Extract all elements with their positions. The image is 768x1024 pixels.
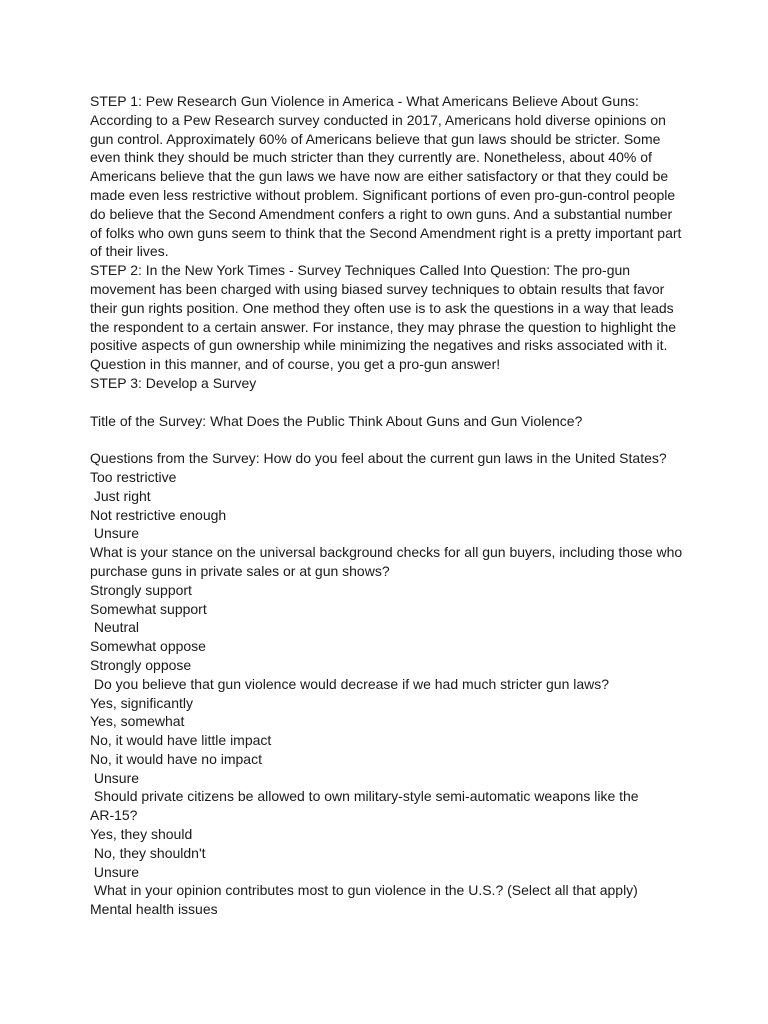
text-line: do believe that the Second Amendment confers a right to own guns. And a substantial number: [90, 205, 673, 222]
text-line: of folks who own guns seem to think that the Second Amendment right is a pretty important part: [90, 224, 682, 241]
text-line: STEP 2: In the New York Times - Survey Techniques Called Into Question: The pro-gun: [90, 262, 631, 279]
text-line: gun control. Approximately 60% of Americans believe that gun laws should be stricter. Some: [90, 130, 661, 147]
text-line: Too restrictive: [90, 468, 177, 485]
text-line: Somewhat support: [90, 600, 207, 617]
text-line: of their lives.: [90, 243, 169, 260]
blank-line: [90, 430, 690, 449]
text-line: Yes, significantly: [90, 694, 193, 711]
text-line: Just right: [90, 487, 151, 504]
text-line: STEP 1: Pew Research Gun Violence in America - What Americans Believe About Guns:: [90, 93, 639, 109]
text-line: Somewhat oppose: [90, 638, 206, 655]
text-line: Yes, they should: [90, 826, 193, 843]
text-line: Unsure: [90, 769, 140, 786]
blank-line: [90, 393, 690, 412]
text-line: STEP 3: Develop a Survey: [90, 374, 257, 391]
text-line: Yes, somewhat: [90, 713, 185, 730]
text-line: positive aspects of gun ownership while minimizing the negatives and risks associated with it.: [90, 337, 668, 354]
text-line: Question in this manner, and of course, you get a pro-gun answer!: [90, 356, 501, 373]
text-line: Should private citizens be allowed to own military-style semi-automatic weapons like the: [90, 788, 639, 805]
text-line: What in your opinion contributes most to gun violence in the U.S.? (Select all that apply): [90, 882, 638, 899]
text-line: Not restrictive enough: [90, 506, 227, 523]
text-line: Title of the Survey: What Does the Public Think About Guns and Gun Violence?: [90, 412, 583, 429]
text-line: No, it would have little impact: [90, 732, 272, 749]
text-line: made even less restrictive without problem. Significant portions of even pro-gun-control people: [90, 186, 676, 203]
text-line: Do you believe that gun violence would decrease if we had much stricter gun laws?: [90, 675, 610, 692]
text-line: What is your stance on the universal background checks for all gun buyers, including those who: [90, 544, 683, 561]
text-line: No, it would have no impact: [90, 750, 262, 767]
text-line: AR-15?: [90, 807, 138, 824]
text-line: purchase guns in private sales or at gun shows?: [90, 562, 390, 579]
text-line: Strongly support: [90, 581, 192, 598]
text-line: No, they shouldn't: [90, 844, 206, 861]
text-line: their gun rights position. One method they often use is to ask the questions in a way that leads: [90, 299, 674, 316]
text-line: Neutral: [90, 619, 140, 636]
text-line: According to a Pew Research survey conducted in 2017, Americans hold diverse opinions on: [90, 111, 666, 128]
text-line: even think they should be much stricter than they currently are. Nonetheless, about 40% of: [90, 149, 652, 166]
text-line: the respondent to a certain answer. For instance, they may phrase the question to highlight the: [90, 318, 677, 335]
text-line: Unsure: [90, 863, 140, 880]
text-line: Questions from the Survey: How do you feel about the current gun laws in the United States?: [90, 450, 667, 467]
text-line: Unsure: [90, 525, 140, 542]
text-line: Strongly oppose: [90, 656, 192, 673]
text-line: movement has been charged with using biased survey techniques to obtain results that favor: [90, 280, 665, 297]
text-line: Americans believe that the gun laws we have now are either satisfactory or that they could be: [90, 168, 669, 185]
document-body: [90, 92, 690, 919]
text-line: Mental health issues: [90, 901, 218, 918]
